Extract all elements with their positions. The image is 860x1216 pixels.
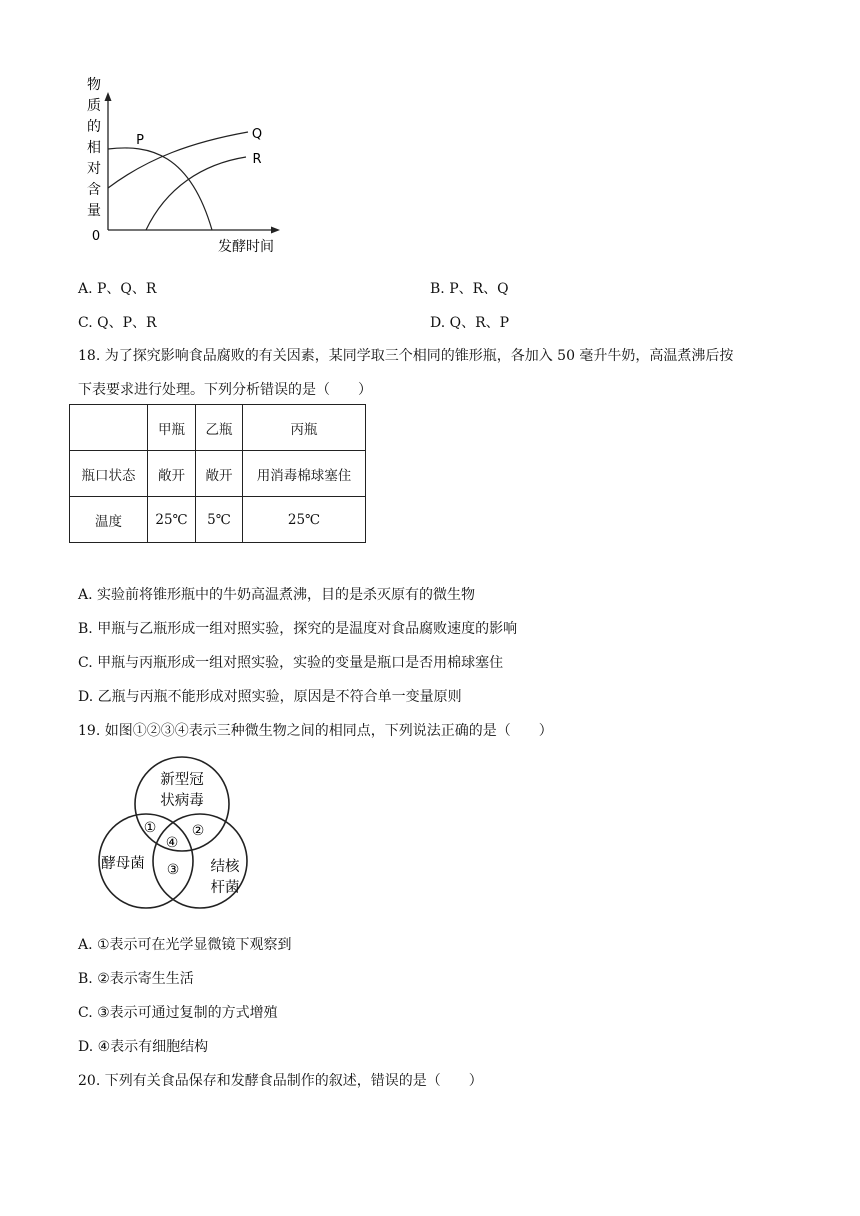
- q18-option-b[interactable]: B. 甲瓶与乙瓶形成一组对照实验，探究的是温度对食品腐败速度的影响: [78, 621, 518, 637]
- table-row: [70, 497, 366, 543]
- table-cell: 25℃: [148, 497, 196, 543]
- q20-stem: 20. 下列有关食品保存和发酵食品制作的叙述，错误的是（ ）: [78, 1073, 483, 1089]
- table-cell: 用消毒棉球塞住: [243, 451, 366, 497]
- venn-mark-4: ④: [165, 835, 179, 851]
- q17-option-d[interactable]: D. Q、R、P: [430, 315, 510, 331]
- q19-option-b[interactable]: B. ②表示寄生生活: [78, 971, 194, 987]
- q17-ylabel-char: 质: [87, 98, 101, 114]
- q17-x-axis-arrow: [271, 227, 280, 234]
- venn-label-left: 酵母菌: [101, 856, 145, 872]
- q17-ylabel-char: 的: [87, 119, 101, 135]
- table-cell: 5℃: [196, 497, 243, 543]
- q17-curve-q: [108, 132, 248, 188]
- q17-ylabel-char: 含: [87, 182, 101, 198]
- venn-label-top-line1: 新型冠: [160, 772, 204, 788]
- table-cell: 温度: [70, 497, 148, 543]
- venn-mark-3: ③: [166, 862, 180, 878]
- table-header-cell: 甲瓶: [148, 405, 196, 451]
- venn-label-right-line2: 杆菌: [210, 880, 240, 896]
- venn-mark-1: ①: [143, 820, 157, 836]
- q17-curve-label-r: R: [252, 152, 262, 167]
- q17-curve-r: [146, 157, 246, 230]
- table-cell: 敞开: [148, 451, 196, 497]
- q17-chart: [70, 70, 300, 260]
- q17-option-c[interactable]: C. Q、P、R: [78, 315, 157, 331]
- table-header-cell: 乙瓶: [196, 405, 243, 451]
- q18-option-a[interactable]: A. 实验前将锥形瓶中的牛奶高温煮沸，目的是杀灭原有的微生物: [78, 587, 476, 603]
- q18-stem-line1: 18. 为了探究影响食品腐败的有关因素，某同学取三个相同的锥形瓶，各加入 50 毫升牛奶，高温煮沸后按: [78, 348, 734, 364]
- q17-origin: 0: [91, 229, 101, 244]
- q17-y-axis-arrow: [105, 92, 112, 101]
- table-cell: 25℃: [243, 497, 366, 543]
- q19-venn-diagram: [90, 756, 260, 916]
- q17-option-b[interactable]: B. P、R、Q: [430, 281, 509, 297]
- q17-curve-label-q: Q: [251, 127, 263, 142]
- q17-ylabel-char: 物: [87, 77, 101, 93]
- venn-mark-2: ②: [191, 823, 205, 839]
- q19-option-d[interactable]: D. ④表示有细胞结构: [78, 1039, 209, 1055]
- q18-option-c[interactable]: C. 甲瓶与丙瓶形成一组对照实验，实验的变量是瓶口是否用棉球塞住: [78, 655, 504, 671]
- q17-option-a[interactable]: A. P、Q、R: [78, 281, 157, 297]
- q17-curve-label-p: P: [136, 133, 144, 148]
- q18-option-d[interactable]: D. 乙瓶与丙瓶不能形成对照实验，原因是不符合单一变量原则: [78, 689, 462, 705]
- venn-label-top-line2: 状病毒: [160, 793, 204, 809]
- table-header-cell: 丙瓶: [243, 405, 366, 451]
- q17-curve-p: [108, 148, 212, 230]
- q19-option-a[interactable]: A. ①表示可在光学显微镜下观察到: [78, 937, 292, 953]
- q19-option-c[interactable]: C. ③表示可通过复制的方式增殖: [78, 1005, 278, 1021]
- table-row: [70, 451, 366, 497]
- table-row: [70, 405, 366, 451]
- q18-stem-line2: 下表要求进行处理。下列分析错误的是（ ）: [78, 382, 372, 398]
- q17-xlabel: 发酵时间: [218, 239, 274, 255]
- q17-ylabel-char: 相: [87, 140, 101, 156]
- table-header-cell: [70, 405, 148, 451]
- q17-ylabel-char: 对: [87, 161, 101, 177]
- q18-table: [69, 404, 366, 543]
- q17-ylabel-char: 量: [87, 203, 101, 219]
- q19-stem: 19. 如图①②③④表示三种微生物之间的相同点，下列说法正确的是（ ）: [78, 723, 553, 739]
- venn-label-right-line1: 结核: [210, 859, 240, 875]
- table-cell: 敞开: [196, 451, 243, 497]
- table-cell: 瓶口状态: [70, 451, 148, 497]
